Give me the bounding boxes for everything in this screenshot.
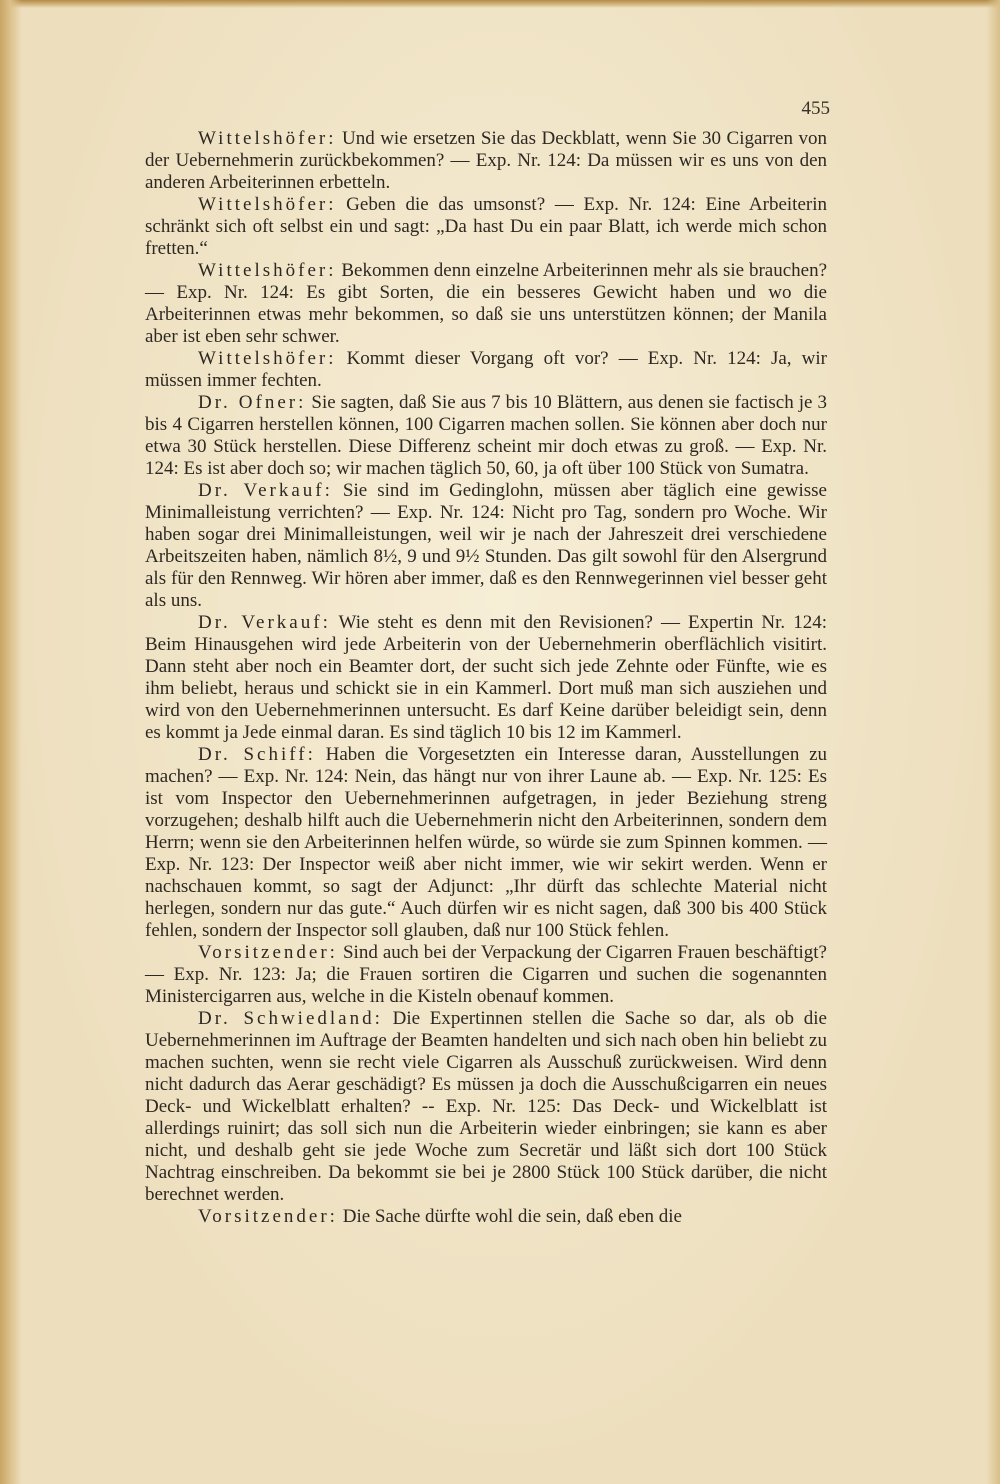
speaker-name: Wittelshöfer: bbox=[198, 128, 337, 149]
paragraph-text: Sind auch bei der Verpackung der Cigarren Frauen beschäftigt? — Exp. Nr. 123: Ja; die Frauen sortiren die Cigarren und suchen die sogenannten Ministercigarren aus, welche in die Kisteln obenauf kommen. bbox=[145, 942, 827, 1007]
paragraph bbox=[145, 260, 827, 348]
speaker-name: Dr. Ofner: bbox=[198, 392, 307, 413]
paragraph bbox=[145, 612, 827, 744]
page-top-edge bbox=[0, 0, 1000, 8]
speaker-name: Wittelshöfer: bbox=[198, 194, 337, 215]
paragraph-text: Die Sache dürfte wohl die sein, daß eben die bbox=[337, 1206, 682, 1227]
paragraph bbox=[145, 744, 827, 942]
paragraph-text: Die Expertinnen stellen die Sache so dar, als ob die Uebernehmerinnen im Auftrage der Beamten handelten und sich nach oben hin beliebt zu machen suchten, wenn sie recht viele Cigarren als Ausschuß zurückweisen. Wird denn nicht dadurch das Aerar geschädigt? Es müssen ja doch die Ausschußcigarren ein neues Deck- und Wickelblatt erhalten? -- Exp. Nr. 125: Das Deck- und Wickelblatt ist allerdings ruinirt; das soll sich nun die Arbeiterin wieder einbringen; sie kann es aber nicht, und deshalb geht sie jede Woche zum Secretär und läßt sich dort 100 Stück Nachtrag einschreiben. Da bekommt sie bei je 2800 Stück 100 Stück darüber, die nicht berechnet werden. bbox=[145, 1008, 827, 1205]
speaker-name: Dr. Verkauf: bbox=[198, 612, 331, 633]
body-text bbox=[145, 128, 827, 1228]
speaker-name: Wittelshöfer: bbox=[198, 348, 337, 369]
speaker-name: Dr. Verkauf: bbox=[198, 480, 333, 501]
paragraph-text: Haben die Vorgesetzten ein Interesse daran, Ausstellungen zu machen? — Exp. Nr. 124: Nein, das hängt nur von ihrer Laune ab. — Exp. Nr. 125: Es ist vom Inspector den Uebernehmerinnen aufgetragen, in jeder Beziehung streng vorzugehen; deshalb hilft auch die Uebernehmerin nicht den Arbeiterinnen, sondern dem Herrn; wenn sie den Arbeiterinnen helfen würde, so würde sie zum Spinnen kommen. — Exp. Nr. 123: Der Inspector weiß aber nicht immer, wie wir sekirt werden. Wenn er nachschauen kommt, so sagt der Adjunct: „Ihr dürft das schlechte Material nicht herlegen, sondern nur das gute.“ Auch dürfen wir es nicht sagen, daß 300 bis 400 Stück fehlen, sondern der Inspector soll glauben, daß nur 100 Stück fehlen. bbox=[145, 744, 828, 941]
paragraph-text: Und wie ersetzen Sie das Deckblatt, wenn Sie 30 Cigarren von der Uebernehmerin zurückbekommen? — Exp. Nr. 124: Da müssen wir es uns von den anderen Arbeiterinnen erbetteln. bbox=[145, 128, 827, 193]
paragraph bbox=[145, 194, 827, 260]
speaker-name: Vorsitzender: bbox=[198, 1206, 338, 1227]
paragraph-text: Kommt dieser Vorgang oft vor? — Exp. Nr. 124: Ja, wir müssen immer fechten. bbox=[145, 348, 827, 391]
page-left-edge bbox=[0, 0, 22, 1484]
paragraph bbox=[145, 128, 827, 194]
paragraph-text: Bekommen denn einzelne Arbeiterinnen mehr als sie brauchen? — Exp. Nr. 124: Es gibt Sorten, die ein besseres Gewicht haben und wo die Arbeiterinnen etwas mehr bekommen, so daß sie uns unterstützen können; der Manila aber ist eben sehr schwer. bbox=[145, 260, 827, 347]
speaker-name: Wittelshöfer: bbox=[198, 260, 337, 281]
paragraph bbox=[145, 1008, 827, 1206]
paragraph-text: Geben die das umsonst? — Exp. Nr. 124: Eine Arbeiterin schränkt sich oft selbst ein und sagt: „Da hast Du ein paar Blatt, ich werde mich schon fretten.“ bbox=[145, 194, 827, 259]
paragraph bbox=[145, 392, 827, 480]
speaker-name: Dr. Schwiedland: bbox=[198, 1008, 383, 1029]
paragraph bbox=[145, 348, 827, 392]
paragraph bbox=[145, 480, 827, 612]
speaker-name: Vorsitzender: bbox=[198, 942, 338, 963]
paragraph bbox=[145, 942, 827, 1008]
paragraph bbox=[145, 1206, 827, 1228]
paragraph-text: Sie sind im Gedinglohn, müssen aber täglich eine gewisse Minimalleistung verrichten? — Exp. Nr. 124: Nicht pro Tag, sondern pro Woche. Wir haben sogar drei Minimalleistungen, weil wir je nach der Jahreszeit drei verschiedene Arbeitszeiten haben, nämlich 8½, 9 und 9½ Stunden. Das gilt sowohl für den Alsergrund als für den Rennweg. Wir hören aber immer, daß es den Rennwegerinnen viel besser geht als uns. bbox=[145, 480, 827, 611]
paragraph-text: Wie steht es denn mit den Revisionen? — Expertin Nr. 124: Beim Hinausgehen wird jede Arbeiterin von der Uebernehmerin oberflächlich visitirt. Dann steht aber noch ein Beamter dort, der sucht sich jede Zehnte oder Fünfte, wie es ihm beliebt, heraus und schickt sie in ein Kammerl. Dort muß man sich ausziehen und wird von den Uebernehmerinnen untersucht. Es darf Keine darüber beleidigt sein, denn es kommt ja Jede einmal daran. Es sind täglich 10 bis 12 im Kammerl. bbox=[145, 612, 827, 743]
page-number: 455 bbox=[801, 98, 830, 119]
paragraph-text: Sie sagten, daß Sie aus 7 bis 10 Blättern, aus denen sie factisch je 3 bis 4 Cigarren herstellen können, 100 Cigarren machen sollen. Sie können aber doch nur etwa 30 Stück herstellen. Diese Differenz scheint mir doch etwas zu groß. — Exp. Nr. 124: Es ist aber doch so; wir machen täglich 50, 60, ja oft über 100 Stück von Sumatra. bbox=[145, 392, 827, 479]
speaker-name: Dr. Schiff: bbox=[198, 744, 316, 765]
page-right-edge bbox=[986, 0, 1000, 1484]
